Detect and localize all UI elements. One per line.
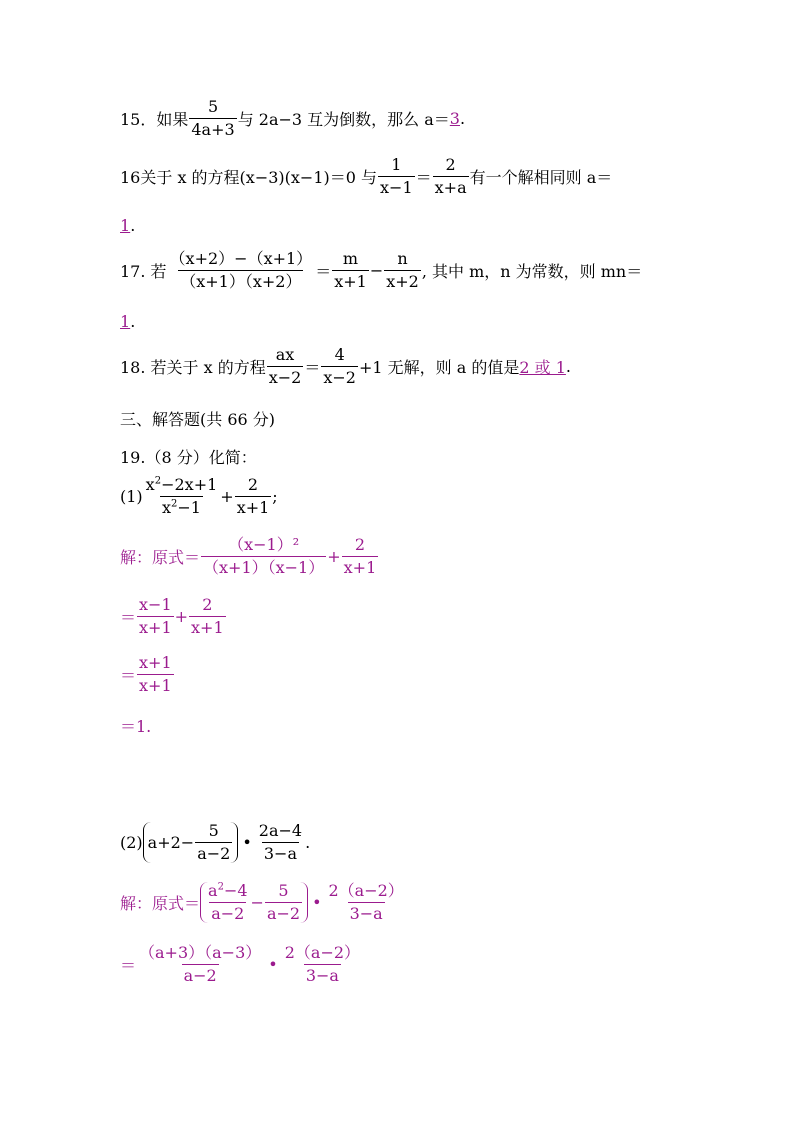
q19-p1-label: (1) bbox=[120, 487, 143, 506]
q19-p2-s2-fraction bbox=[137, 944, 263, 985]
q19-p1-s3-numerator: x+1 bbox=[139, 653, 172, 672]
q19-p2-s1b-fraction bbox=[265, 882, 302, 923]
q19-p1-s1-fraction bbox=[201, 536, 326, 577]
q16-fraction-1 bbox=[378, 156, 415, 197]
q19-p1-s1-denominator: （x+1）（x−1） bbox=[203, 558, 325, 577]
q17-text: , 其中 m，n 为常数，则 mn＝ bbox=[421, 262, 643, 281]
q19-label: 19.（8 分）化简： bbox=[120, 448, 257, 467]
q19-p2-solution-step-2 bbox=[120, 944, 363, 985]
q17-fraction-1 bbox=[168, 250, 315, 291]
q18-f1-numerator: ax bbox=[275, 345, 295, 364]
q16-text: 有一个解相同则 a＝ bbox=[469, 168, 613, 187]
q17-equals: ＝ bbox=[315, 262, 332, 281]
q17-f1-numerator: （x+2）−（x+1） bbox=[169, 249, 313, 268]
q18-answer: 2 或 1 bbox=[519, 358, 566, 377]
q19-p2-numerator: 2a−4 bbox=[258, 821, 303, 840]
q19-p2-solution-step-1 bbox=[120, 882, 407, 923]
q18-text: +1 无解，则 a 的值是 bbox=[358, 358, 520, 377]
q19-p2-s1c-numerator: 2（a−2） bbox=[328, 881, 404, 900]
q19-p2-s2-equals: ＝ bbox=[120, 956, 137, 975]
question-18 bbox=[120, 346, 571, 387]
question-19 bbox=[120, 445, 257, 468]
q19-p2-s2b-numerator: 2（a−2） bbox=[284, 943, 361, 962]
q19-p2-s2b-denominator: 3−a bbox=[305, 966, 339, 985]
q19-p2-s2-numerator: （a+3）（a−3） bbox=[139, 943, 262, 962]
q16-fraction-2 bbox=[433, 156, 469, 197]
q19-p1-solution-step-1 bbox=[120, 536, 379, 577]
question-17 bbox=[120, 250, 642, 291]
q19-p1-fraction-1 bbox=[144, 476, 220, 517]
q19-p2-fraction bbox=[257, 822, 304, 863]
q19-p1-s1b-fraction bbox=[342, 536, 379, 577]
q19-p2-s1b-numerator: 5 bbox=[278, 881, 289, 900]
q16-f1-numerator: 1 bbox=[391, 155, 402, 174]
q18-fraction-1 bbox=[267, 346, 304, 387]
q19-p1-s3-denominator: x+1 bbox=[139, 676, 172, 695]
q19-p2-s1-fraction bbox=[206, 882, 250, 923]
q19-p1-s2-equals: ＝ bbox=[120, 608, 137, 627]
q17-minus: − bbox=[369, 261, 384, 280]
q19-p1-s1b-numerator: 2 bbox=[354, 535, 366, 554]
q16-answer: 1 bbox=[120, 216, 131, 235]
q19-p1-f2-denominator: x+1 bbox=[236, 498, 270, 517]
q17-f3-numerator: n bbox=[397, 249, 408, 268]
q19-p2-s1c-denominator: 3−a bbox=[349, 904, 383, 923]
q19-p1-s1b-denominator: x+1 bbox=[343, 558, 377, 577]
q19-p1-s3-fraction bbox=[137, 654, 174, 695]
question-15 bbox=[120, 98, 465, 139]
q19-p1-plus: + bbox=[220, 487, 234, 506]
q19-p1-solution-step-3 bbox=[120, 654, 175, 695]
q19-p2-s1-minus: − bbox=[250, 893, 264, 912]
q19-p1-s4-result: ＝1. bbox=[120, 717, 152, 736]
q19-p2-denominator: 3−a bbox=[263, 844, 297, 863]
q19-p2-inner-text: a+2− bbox=[147, 833, 195, 852]
q19-p1-f1-denominator: $x^2-1$ bbox=[161, 498, 201, 517]
q19-p1-solution-label: 解：原式＝ bbox=[120, 548, 201, 567]
q19-p1-s2-denominator: x+1 bbox=[139, 618, 172, 637]
q16-f2-numerator: 2 bbox=[445, 155, 456, 174]
q18-end: . bbox=[565, 357, 571, 376]
q19-p2-s2-dot: • bbox=[268, 955, 278, 974]
question-17-answer-line bbox=[120, 312, 135, 331]
q18-equals: ＝ bbox=[304, 358, 321, 377]
q19-p2-inner-numerator: 5 bbox=[208, 821, 219, 840]
q19-p1-s1-numerator: （x−1）² bbox=[228, 535, 300, 554]
q19-p1-s2-numerator: x−1 bbox=[139, 595, 172, 614]
q18-fraction-2 bbox=[321, 346, 358, 387]
q19-p2-end: . bbox=[305, 833, 311, 852]
q19-p2-s2-denominator: a−2 bbox=[183, 966, 217, 985]
q19-p2-s2b-fraction bbox=[283, 944, 362, 985]
q19-p1-fraction-2 bbox=[235, 476, 272, 517]
q19-p2-dot: • bbox=[242, 833, 252, 852]
q15-fraction bbox=[189, 98, 236, 139]
q18-label: 18. 若关于 x 的方程 bbox=[120, 358, 266, 377]
q16-end: . bbox=[130, 216, 136, 235]
q19-p1-s1-plus: + bbox=[327, 547, 341, 566]
q19-p2-inner-denominator: a−2 bbox=[197, 844, 231, 863]
q17-f2-numerator: m bbox=[342, 249, 359, 268]
q19-p1-s2b-denominator: x+1 bbox=[191, 618, 224, 637]
q19-p1-solution-step-2 bbox=[120, 596, 227, 637]
q17-f3-denominator: x+2 bbox=[386, 272, 419, 291]
q18-f2-denominator: x−2 bbox=[323, 368, 356, 387]
question-16-answer-line bbox=[120, 216, 135, 235]
q15-answer: 3 bbox=[449, 109, 460, 128]
q17-answer: 1 bbox=[120, 312, 131, 331]
section-title bbox=[120, 407, 275, 430]
q19-part-1 bbox=[120, 476, 278, 517]
q19-p2-solution-label: 解：原式＝ bbox=[120, 894, 201, 913]
q15-label: 15．如果 bbox=[120, 110, 189, 129]
q19-p2-s1-dot: • bbox=[312, 893, 322, 912]
q19-p2-s1b-denominator: a−2 bbox=[266, 904, 301, 923]
q17-f1-denominator: （x+1）（x+2） bbox=[180, 272, 302, 291]
q16-f1-denominator: x−1 bbox=[380, 178, 413, 197]
q19-p1-s2b-numerator: 2 bbox=[202, 595, 213, 614]
q16-equals: ＝ bbox=[415, 168, 432, 187]
q19-p1-f2-numerator: 2 bbox=[247, 475, 259, 494]
q17-f2-denominator: x+1 bbox=[334, 272, 367, 291]
q19-p1-s2b-fraction bbox=[189, 596, 226, 637]
q19-p1-f1-numerator: $x^2-2x+1$ bbox=[145, 475, 218, 494]
q19-p2-s1c-fraction bbox=[327, 882, 406, 923]
q19-p1-s3-equals: ＝ bbox=[120, 666, 137, 685]
q19-p2-inner-fraction bbox=[195, 822, 232, 863]
q17-fraction-3 bbox=[384, 250, 421, 291]
section-3-heading: 三、解答题(共 66 分) bbox=[120, 410, 276, 429]
q15-text: 与 2a−3 互为倒数，那么 a＝ bbox=[237, 110, 450, 129]
q17-fraction-2 bbox=[332, 250, 369, 291]
q18-f1-denominator: x−2 bbox=[268, 368, 302, 387]
q19-p1-s2-plus: + bbox=[174, 607, 189, 626]
q15-end: . bbox=[459, 109, 466, 128]
q19-part-2 bbox=[120, 822, 310, 863]
q16-label: 16关于 x 的方程(x−3)(x−1)＝0 与 bbox=[120, 168, 378, 187]
q18-f2-numerator: 4 bbox=[334, 345, 345, 364]
q19-p1-s2-fraction bbox=[137, 596, 174, 637]
q19-p1-end: ; bbox=[272, 487, 278, 506]
q19-p1-solution-step-4 bbox=[120, 714, 151, 737]
q19-p2-s1-denominator: a−2 bbox=[211, 904, 245, 923]
q19-p2-s1-parenthesis bbox=[200, 882, 308, 923]
q15-denominator: 4a+3 bbox=[191, 120, 235, 139]
q15-numerator: 5 bbox=[207, 97, 219, 116]
q19-p2-label: (2) bbox=[120, 833, 143, 852]
q16-f2-denominator: x+a bbox=[434, 178, 467, 197]
q19-p2-parenthesis bbox=[143, 822, 239, 863]
q17-end: . bbox=[130, 312, 136, 331]
q17-label: 17. 若 bbox=[120, 262, 167, 281]
q19-p2-s1-numerator: $a^2-4$ bbox=[208, 881, 248, 900]
question-16 bbox=[120, 156, 612, 197]
